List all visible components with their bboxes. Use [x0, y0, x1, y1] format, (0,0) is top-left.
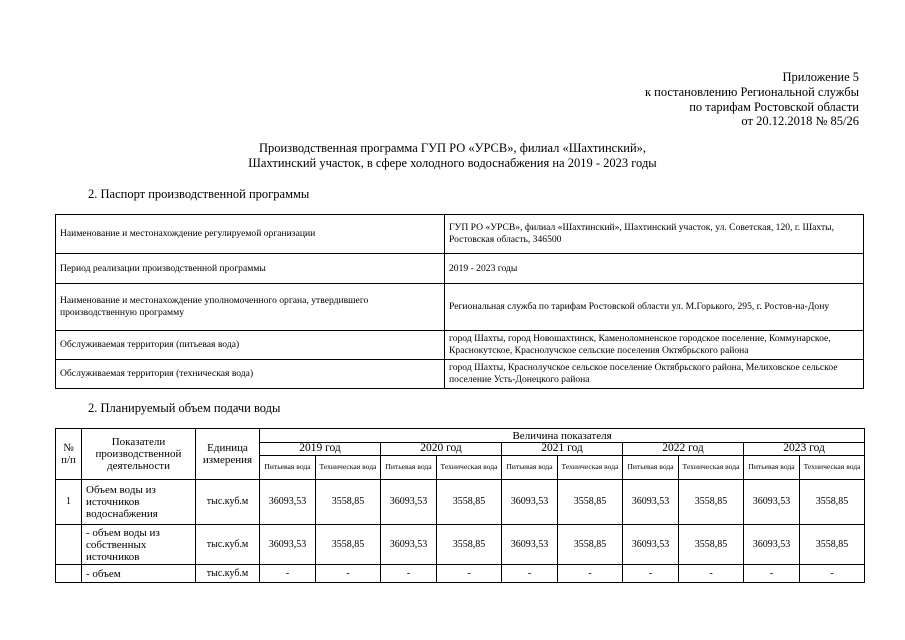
header-unit: Единица измерения: [196, 429, 260, 480]
passport-label: Наименование и местонахождение уполномоченного органа, утвердившего производственную программу: [56, 284, 445, 331]
header-water-type: Техническая вода: [316, 456, 381, 480]
cell-value: -: [437, 565, 502, 583]
header-water-type: Техническая вода: [679, 456, 744, 480]
appendix-line: Приложение 5: [782, 70, 859, 84]
header-num: № п/п: [56, 429, 82, 480]
table-row: [56, 525, 865, 565]
header-year: 2020 год: [381, 443, 502, 456]
cell-value: 3558,85: [316, 480, 381, 525]
passport-value: город Шахты, город Новошахтинск, Каменоломненское городское поселение, Коммунарское, Краснокутское, Краснолучское сельские поселения Октябрьского района: [445, 331, 864, 360]
header-value: Величина показателя: [260, 429, 865, 443]
passport-label: Наименование и местонахождение регулируемой организации: [56, 215, 445, 254]
cell-value: 36093,53: [744, 480, 800, 525]
table-row: [56, 254, 864, 284]
volume-table: [55, 428, 865, 583]
cell-value: -: [744, 565, 800, 583]
cell-value: 3558,85: [679, 480, 744, 525]
header-year: 2023 год: [744, 443, 865, 456]
passport-value: Региональная служба по тарифам Ростовской области ул. М.Горького, 295, г. Ростов-на-Дону: [445, 284, 864, 331]
cell-value: 36093,53: [260, 480, 316, 525]
cell-value: 36093,53: [744, 525, 800, 565]
cell-value: -: [623, 565, 679, 583]
title-line: Шахтинский участок, в сфере холодного водоснабжения на 2019 - 2023 годы: [248, 155, 657, 170]
appendix-line: по тарифам Ростовской области: [689, 99, 859, 114]
cell-value: 3558,85: [558, 480, 623, 525]
row-num: 1: [56, 480, 82, 525]
section-heading-passport: 2. Паспорт производственной программы: [88, 187, 310, 201]
header-water-type: Питьевая вода: [381, 456, 437, 480]
section-heading-volume: 2. Планируемый объем подачи воды: [88, 401, 281, 415]
cell-value: 3558,85: [800, 525, 865, 565]
table-row: [56, 360, 864, 389]
header-year: 2021 год: [502, 443, 623, 456]
cell-value: 3558,85: [679, 525, 744, 565]
table-row: [56, 565, 865, 583]
cell-value: 3558,85: [437, 525, 502, 565]
header-water-type: Техническая вода: [800, 456, 865, 480]
row-unit: тыс.куб.м: [196, 525, 260, 565]
cell-value: 36093,53: [623, 525, 679, 565]
cell-value: 3558,85: [558, 525, 623, 565]
passport-label: Обслуживаемая территория (питьевая вода): [56, 331, 445, 360]
header-indicator: Показатели производственной деятельности: [82, 429, 196, 480]
row-unit: тыс.куб.м: [196, 565, 260, 583]
table-row: [56, 284, 864, 331]
cell-value: 36093,53: [502, 480, 558, 525]
cell-value: 36093,53: [260, 525, 316, 565]
row-num: [56, 565, 82, 583]
row-unit: тыс.куб.м: [196, 480, 260, 525]
cell-value: 36093,53: [502, 525, 558, 565]
row-indicator: Объем воды из источников водоснабжения: [82, 480, 196, 525]
header-water-type: Питьевая вода: [744, 456, 800, 480]
header-water-type: Техническая вода: [437, 456, 502, 480]
appendix-line: к постановлению Региональной службы: [644, 84, 859, 99]
cell-value: 36093,53: [381, 480, 437, 525]
document-title: [0, 141, 905, 171]
appendix-line: от 20.12.2018 № 85/26: [741, 114, 859, 129]
passport-value: город Шахты, Краснолучское сельское поселение Октябрьского района, Мелиховское сельское поселение Усть-Донецкого района: [445, 360, 864, 389]
cell-value: 36093,53: [381, 525, 437, 565]
row-indicator: - объем: [82, 565, 196, 583]
cell-value: -: [316, 565, 381, 583]
cell-value: 3558,85: [800, 480, 865, 525]
header-water-type: Питьевая вода: [623, 456, 679, 480]
cell-value: -: [502, 565, 558, 583]
passport-table: [55, 214, 864, 389]
appendix-header: [645, 70, 859, 129]
passport-value: ГУП РО «УРСВ», филиал «Шахтинский», Шахтинский участок, ул. Советская, 120, г. Шахты, Ростовская область, 346500: [445, 215, 864, 254]
header-water-type: Питьевая вода: [502, 456, 558, 480]
passport-label: Обслуживаемая территория (техническая вода): [56, 360, 445, 389]
cell-value: -: [679, 565, 744, 583]
row-num: [56, 525, 82, 565]
header-year: 2022 год: [623, 443, 744, 456]
cell-value: 3558,85: [437, 480, 502, 525]
header-water-type: Техническая вода: [558, 456, 623, 480]
table-row: [56, 480, 865, 525]
header-water-type: Питьевая вода: [260, 456, 316, 480]
cell-value: -: [800, 565, 865, 583]
cell-value: 3558,85: [316, 525, 381, 565]
cell-value: 36093,53: [623, 480, 679, 525]
table-row: [56, 215, 864, 254]
cell-value: -: [558, 565, 623, 583]
table-row: [56, 331, 864, 360]
header-year: 2019 год: [260, 443, 381, 456]
cell-value: -: [381, 565, 437, 583]
row-indicator: - объем воды из собственных источников: [82, 525, 196, 565]
passport-label: Период реализации производственной программы: [56, 254, 445, 284]
cell-value: -: [260, 565, 316, 583]
title-line: Производственная программа ГУП РО «УРСВ», филиал «Шахтинский»,: [258, 141, 647, 155]
table-header-row: [56, 429, 865, 443]
passport-value: 2019 - 2023 годы: [445, 254, 864, 284]
